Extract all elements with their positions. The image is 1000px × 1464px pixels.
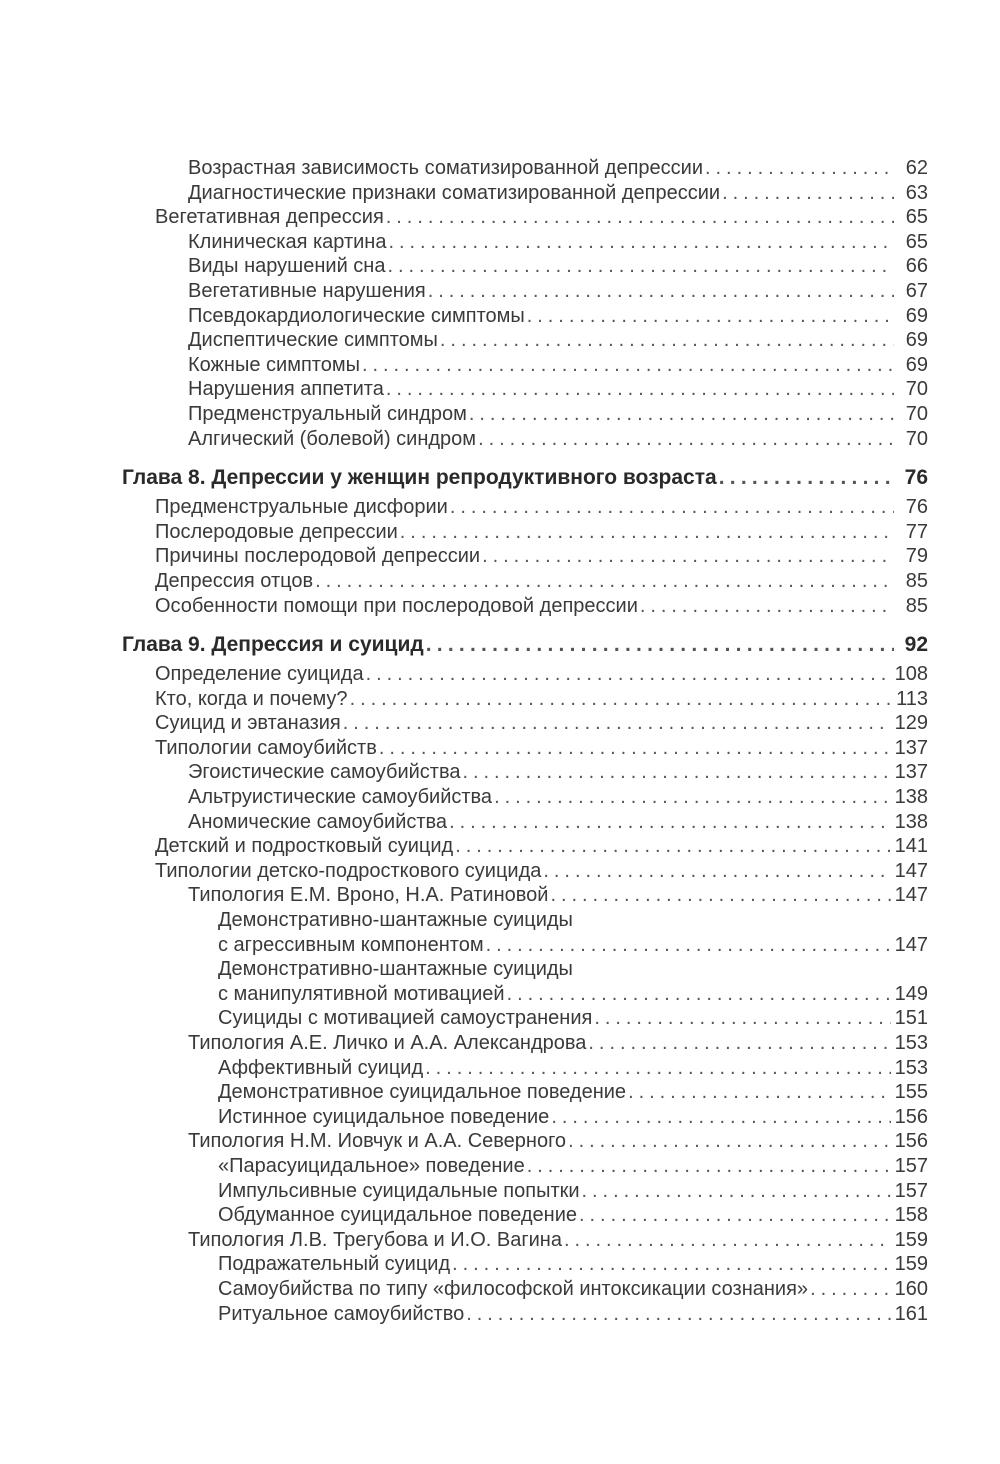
dot-leader bbox=[362, 353, 894, 378]
dot-leader bbox=[582, 1179, 891, 1204]
toc-entry-title: Ритуальное самоубийство bbox=[218, 1302, 465, 1325]
toc-page-number: 92 bbox=[904, 633, 928, 657]
dot-leader bbox=[478, 427, 894, 452]
dot-leader bbox=[568, 1129, 891, 1154]
toc-entry bbox=[122, 1302, 928, 1327]
toc-entry-title: Глава 9. Депрессия и суицид bbox=[122, 633, 424, 657]
toc-page-number: 108 bbox=[894, 663, 928, 686]
toc-entry-title: Альтруистические самоубийства bbox=[188, 786, 493, 809]
dot-leader bbox=[449, 810, 891, 835]
toc-entry-title: Алгический (болевой) синдром bbox=[188, 427, 477, 450]
toc-page-number: 147 bbox=[894, 933, 928, 956]
toc-entry-title: Истинное суицидальное поведение bbox=[218, 1105, 550, 1128]
toc-entry bbox=[122, 156, 928, 181]
dot-leader bbox=[527, 1154, 891, 1179]
toc-page-number: 155 bbox=[894, 1081, 928, 1104]
toc-page-number: 147 bbox=[894, 859, 928, 882]
dot-leader bbox=[426, 628, 894, 662]
toc-entry bbox=[122, 908, 928, 933]
toc-entry bbox=[122, 1154, 928, 1179]
toc-entry-title: Глава 8. Депрессии у женщин репродуктивного возраста bbox=[122, 466, 717, 490]
dot-leader bbox=[486, 933, 891, 958]
dot-leader bbox=[366, 662, 891, 687]
dot-leader bbox=[579, 1203, 891, 1228]
toc-page-number: 77 bbox=[905, 520, 928, 543]
toc-entry-title: с агрессивным компонентом bbox=[218, 933, 484, 956]
dot-leader bbox=[564, 1228, 891, 1253]
table-of-contents bbox=[122, 156, 928, 1326]
dot-leader bbox=[543, 859, 890, 884]
toc-entry-title: Демонстративно-шантажные суициды bbox=[218, 909, 573, 932]
toc-entry bbox=[122, 957, 928, 982]
toc-entry-title: с манипулятивной мотивацией bbox=[218, 982, 505, 1005]
toc-entry-title: Псевдокардиологические симптомы bbox=[188, 304, 525, 327]
toc-entry-title: Аномические самоубийства bbox=[188, 810, 448, 833]
dot-leader bbox=[343, 711, 891, 736]
toc-entry-title: Аффективный суицид bbox=[218, 1056, 424, 1079]
toc-page-number: 129 bbox=[894, 712, 928, 735]
toc-entry-title: Нарушения аппетита bbox=[188, 378, 384, 401]
toc-entry bbox=[122, 353, 928, 378]
toc-page-number: 113 bbox=[896, 687, 928, 710]
toc-chapter-entry bbox=[122, 461, 928, 495]
dot-leader bbox=[428, 279, 894, 304]
toc-entry bbox=[122, 205, 928, 230]
toc-page-number: 63 bbox=[905, 181, 928, 204]
toc-page-number: 149 bbox=[894, 982, 928, 1005]
toc-entry bbox=[122, 1277, 928, 1302]
dot-leader bbox=[640, 594, 894, 619]
dot-leader bbox=[482, 544, 894, 569]
dot-leader bbox=[628, 1080, 891, 1105]
toc-entry bbox=[122, 711, 928, 736]
toc-entry-title: Возрастная зависимость соматизированной депрессии bbox=[188, 157, 704, 179]
toc-page-number: 85 bbox=[905, 569, 928, 592]
dot-leader bbox=[722, 181, 894, 206]
toc-entry bbox=[122, 810, 928, 835]
toc-entry bbox=[122, 279, 928, 304]
toc-entry bbox=[122, 1105, 928, 1130]
toc-entry bbox=[122, 328, 928, 353]
toc-entry bbox=[122, 1129, 928, 1154]
toc-page-number: 79 bbox=[905, 545, 928, 568]
toc-entry-title: Суицид и эвтаназия bbox=[155, 712, 341, 735]
toc-page-number: 69 bbox=[905, 304, 928, 327]
dot-leader bbox=[810, 1277, 891, 1302]
toc-entry bbox=[122, 1006, 928, 1031]
toc-entry bbox=[122, 1080, 928, 1105]
toc-entry-title: Особенности помощи при послеродовой депрессии bbox=[155, 594, 638, 617]
toc-entry bbox=[122, 1031, 928, 1056]
toc-entry-title: Типология Л.В. Трегубова и И.О. Вагина bbox=[188, 1228, 562, 1251]
toc-entry bbox=[122, 859, 928, 884]
toc-entry-title: Диспептические симптомы bbox=[188, 329, 438, 352]
toc-entry bbox=[122, 230, 928, 255]
dot-leader bbox=[551, 1105, 890, 1130]
dot-leader bbox=[705, 156, 894, 181]
toc-entry bbox=[122, 1203, 928, 1228]
dot-leader bbox=[386, 377, 894, 402]
toc-entry-title: Типологии детско-подросткового суицида bbox=[155, 859, 542, 882]
toc-entry bbox=[122, 520, 928, 545]
toc-entry-title: Типология Н.М. Иовчук и А.А. Северного bbox=[188, 1130, 567, 1153]
toc-page-number: 70 bbox=[905, 427, 928, 450]
toc-entry-title: Самоубийства по типу «философской интоксикации сознания» bbox=[218, 1277, 809, 1300]
toc-entry bbox=[122, 883, 928, 908]
toc-page-number: 69 bbox=[905, 353, 928, 376]
toc-entry-title: Диагностические признаки соматизированной депрессии bbox=[188, 181, 721, 204]
toc-entry-title: Определение суицида bbox=[155, 663, 364, 686]
dot-leader bbox=[494, 785, 891, 810]
toc-page-number: 138 bbox=[894, 810, 928, 833]
toc-page-number: 147 bbox=[894, 884, 928, 907]
toc-page-number: 157 bbox=[894, 1179, 928, 1202]
toc-entry bbox=[122, 736, 928, 761]
toc-page-number: 137 bbox=[894, 736, 928, 759]
toc-page-number: 62 bbox=[905, 157, 928, 179]
dot-leader bbox=[400, 520, 894, 545]
toc-page-number: 151 bbox=[894, 1007, 928, 1030]
toc-entry-title: Детский и подростковый суицид bbox=[155, 835, 454, 858]
toc-entry-title: Подражательный суицид bbox=[218, 1253, 451, 1276]
dot-leader bbox=[469, 402, 894, 427]
toc-page-number: 76 bbox=[905, 496, 928, 519]
toc-page-number: 158 bbox=[894, 1204, 928, 1227]
toc-entry-title: Вегетативная депрессия bbox=[155, 206, 384, 229]
toc-entry-title: Вегетативные нарушения bbox=[188, 279, 426, 302]
toc-entry bbox=[122, 1056, 928, 1081]
toc-entry bbox=[122, 687, 928, 712]
toc-entry bbox=[122, 933, 928, 958]
toc-entry bbox=[122, 377, 928, 402]
toc-entry bbox=[122, 181, 928, 206]
dot-leader bbox=[425, 1056, 890, 1081]
dot-leader bbox=[440, 328, 894, 353]
toc-entry-title: Демонстративно-шантажные суициды bbox=[218, 958, 573, 981]
toc-page-number: 66 bbox=[905, 255, 928, 278]
toc-entry bbox=[122, 495, 928, 520]
toc-chapter-entry bbox=[122, 628, 928, 662]
toc-page-number: 67 bbox=[905, 279, 928, 302]
toc-page-number: 85 bbox=[905, 594, 928, 617]
toc-page-number: 159 bbox=[894, 1228, 928, 1251]
toc-entry bbox=[122, 569, 928, 594]
toc-page-number: 153 bbox=[894, 1032, 928, 1054]
toc-page-number: 159 bbox=[894, 1253, 928, 1276]
toc-entry-title: Обдуманное суицидальное поведение bbox=[218, 1204, 578, 1227]
dot-leader bbox=[507, 982, 891, 1007]
toc-entry-title: «Парасуицидальное» поведение bbox=[218, 1154, 525, 1177]
toc-entry bbox=[122, 834, 928, 859]
toc-entry bbox=[122, 544, 928, 569]
dot-leader bbox=[386, 205, 894, 230]
dot-leader bbox=[387, 254, 894, 279]
dot-leader bbox=[550, 883, 890, 908]
toc-page-number: 161 bbox=[894, 1302, 928, 1325]
toc-page-number: 138 bbox=[894, 786, 928, 809]
toc-page-number: 137 bbox=[894, 761, 928, 784]
toc-page-number: 70 bbox=[905, 402, 928, 425]
dot-leader bbox=[719, 461, 894, 495]
toc-page-number: 156 bbox=[894, 1105, 928, 1128]
dot-leader bbox=[594, 1006, 890, 1031]
toc-page-number: 160 bbox=[894, 1277, 928, 1300]
toc-page-number: 69 bbox=[905, 329, 928, 352]
toc-entry-title: Демонстративное суицидальное поведение bbox=[218, 1081, 627, 1104]
dot-leader bbox=[452, 1252, 890, 1277]
toc-entry bbox=[122, 1228, 928, 1253]
toc-entry-title: Кожные симптомы bbox=[188, 353, 360, 376]
toc-entry-title: Кто, когда и почему? bbox=[155, 687, 348, 710]
toc-entry bbox=[122, 982, 928, 1007]
toc-page-number: 141 bbox=[894, 835, 928, 858]
toc-page-number: 70 bbox=[905, 378, 928, 401]
toc-page-number: 157 bbox=[894, 1154, 928, 1177]
toc-entry-title: Виды нарушений сна bbox=[188, 255, 386, 278]
toc-entry bbox=[122, 1252, 928, 1277]
toc-entry-title: Типология А.Е. Личко и А.А. Александрова bbox=[188, 1032, 587, 1054]
toc-entry bbox=[122, 1179, 928, 1204]
toc-entry bbox=[122, 254, 928, 279]
dot-leader bbox=[388, 230, 894, 255]
toc-page-number: 156 bbox=[894, 1130, 928, 1153]
toc-entry bbox=[122, 785, 928, 810]
toc-entry bbox=[122, 304, 928, 329]
toc-page-number: 65 bbox=[905, 230, 928, 253]
toc-page-number: 153 bbox=[894, 1056, 928, 1079]
toc-entry bbox=[122, 402, 928, 427]
dot-leader bbox=[350, 687, 893, 712]
toc-entry-title: Депрессия отцов bbox=[155, 569, 314, 592]
toc-page-number: 65 bbox=[905, 206, 928, 229]
dot-leader bbox=[462, 760, 890, 785]
dot-leader bbox=[466, 1302, 890, 1327]
toc-entry-title: Предменструальный синдром bbox=[188, 402, 467, 425]
dot-leader bbox=[379, 736, 891, 761]
toc-entry-title: Типологии самоубийств bbox=[155, 736, 377, 759]
toc-entry-title: Импульсивные суицидальные попытки bbox=[218, 1179, 580, 1202]
dot-leader bbox=[527, 304, 894, 329]
toc-entry bbox=[122, 594, 928, 619]
toc-entry-title: Клиническая картина bbox=[188, 230, 387, 253]
toc-entry bbox=[122, 427, 928, 452]
toc-page-number: 76 bbox=[904, 466, 928, 490]
toc-entry-title: Эгоистические самоубийства bbox=[188, 761, 461, 784]
toc-entry-title: Причины послеродовой депрессии bbox=[155, 545, 481, 568]
toc-entry-title: Предменструальные дисфории bbox=[155, 496, 448, 519]
dot-leader bbox=[455, 834, 890, 859]
toc-entry-title: Типология Е.М. Вроно, Н.А. Ратиновой bbox=[188, 884, 549, 907]
dot-leader bbox=[450, 495, 894, 520]
toc-entry bbox=[122, 760, 928, 785]
toc-entry-title: Послеродовые депрессии bbox=[155, 520, 398, 543]
toc-entry bbox=[122, 662, 928, 687]
toc-entry-title: Суициды с мотивацией самоустранения bbox=[218, 1007, 593, 1030]
dot-leader bbox=[315, 569, 894, 594]
dot-leader bbox=[588, 1031, 890, 1056]
